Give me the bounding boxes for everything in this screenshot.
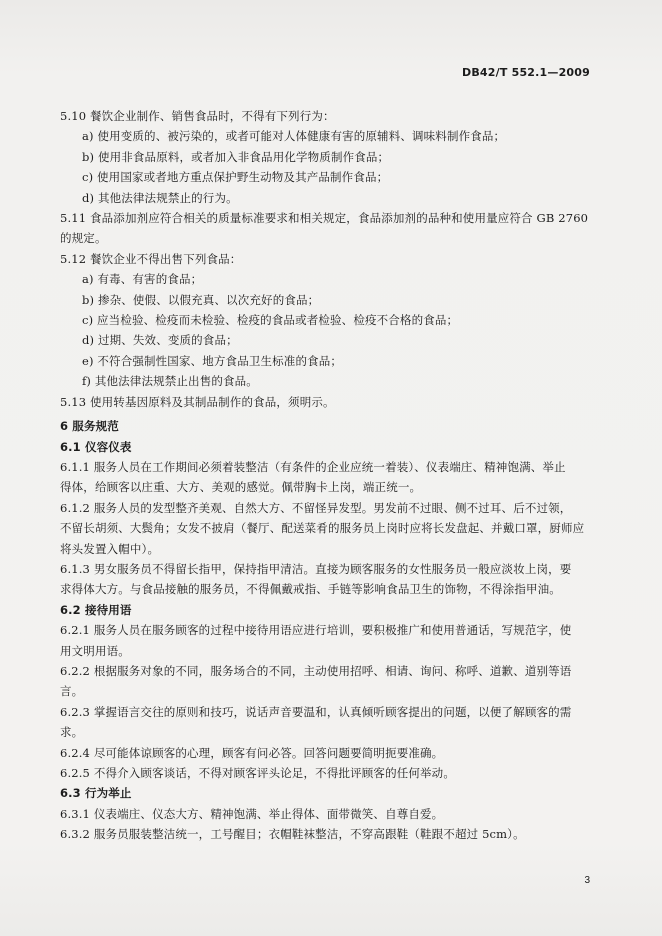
document-code: DB42/T 552.1—2009 — [462, 66, 590, 79]
clause-6-3-1: 6.3.1 仪表端庄、仪态大方、精神饱满、举止得体、面带微笑、自尊自爱。 — [60, 806, 444, 821]
clause-6-1-2-cont: 不留长胡须、大鬓角；女发不披肩（餐厅、配送菜肴的服务员上岗时应将长发盘起、并戴口罩，厨师应 — [60, 521, 585, 536]
clause-6-1-2: 6.1.2 服务人员的发型整齐美观、自然大方、不留怪异发型。男发前不过眼、侧不过耳、后不过领， — [60, 500, 572, 515]
page-number: 3 — [584, 875, 590, 886]
list-item-c: c) 使用国家或者地方重点保护野生动物及其产品制作食品； — [82, 170, 389, 185]
clause-6-2-5: 6.2.5 不得介入顾客谈话，不得对顾客评头论足，不得批评顾客的任何举动。 — [60, 766, 455, 780]
clause-6-1-2-cont: 将头发置入帽中）。 — [60, 541, 160, 556]
clause-6-2-2-cont: 言。 — [60, 684, 84, 699]
clause-5-13: 5.13 使用转基因原料及其制品制作的食品，须明示。 — [60, 394, 335, 409]
clause-6-2-2: 6.2.2 根据服务对象的不同，服务场合的不同，主动使用招呼、相请、询问、称呼、道歉、道别等语 — [60, 663, 572, 678]
section-heading: 6 服务规范 — [60, 419, 119, 434]
body-text — [60, 106, 598, 845]
list-item-c: c) 应当检验、检疫而未检验、检疫的食品或者检验、检疫不合格的食品； — [82, 313, 459, 328]
clause-5-12: 5.12 餐饮企业不得出售下列食品： — [60, 251, 242, 266]
list-item-a: a) 有毒、有害的食品； — [82, 272, 203, 287]
list-item-d: d) 过期、失效、变质的食品； — [82, 333, 238, 348]
clause-5-10: 5.10 餐饮企业制作、销售食品时，不得有下列行为： — [60, 109, 335, 123]
clause-6-1-1-cont: 得体，给顾客以庄重、大方、美观的感觉。佩带胸卡上岗，端正统一。 — [60, 480, 422, 495]
clause-6-2-1: 6.2.1 服务人员在服务顾客的过程中接待用语应进行培训，要积极推广和使用普通话，写规范字，使 — [60, 623, 572, 638]
clause-6-2-1-cont: 用文明用语。 — [60, 643, 130, 658]
list-item-a: a) 使用变质的、被污染的，或者可能对人体健康有害的原辅料、调味料制作食品； — [82, 129, 506, 144]
subsection-heading: 6.1 仪容仪表 — [60, 439, 132, 454]
clause-6-1-3: 6.1.3 男女服务员不得留长指甲，保持指甲清洁。直接为顾客服务的女性服务员一般应淡妆上岗，要 — [60, 561, 572, 576]
clause-5-11-cont: 的规定。 — [60, 231, 107, 246]
clause-6-3-2: 6.3.2 服务员服装整洁统一，工号醒目；衣帽鞋袜整洁，不穿高跟鞋（鞋跟不超过 5cm）。 — [60, 827, 525, 842]
clause-6-2-4: 6.2.4 尽可能体谅顾客的心理，顾客有问必答。回答问题要简明扼要准确。 — [60, 745, 444, 760]
clause-6-2-3: 6.2.3 掌握语言交往的原则和技巧，说话声音要温和，认真倾听顾客提出的问题，以便了解顾客的需 — [60, 704, 572, 719]
list-item-f: f) 其他法律法规禁止出售的食品。 — [82, 374, 258, 389]
subsection-heading: 6.2 接待用语 — [60, 602, 132, 617]
clause-5-11: 5.11 食品添加剂应符合相关的质量标准要求和相关规定，食品添加剂的品种和使用量应符合 GB 2760 — [60, 211, 589, 226]
list-item-e: e) 不符合强制性国家、地方食品卫生标准的食品； — [82, 353, 343, 368]
clause-6-1-3-cont: 求得体大方。与食品接触的服务员，不得佩戴戒指、手链等影响食品卫生的饰物，不得涂指甲油。 — [60, 582, 561, 597]
list-item-b: b) 掺杂、使假、以假充真、以次充好的食品； — [82, 292, 320, 307]
list-item-d: d) 其他法律法规禁止的行为。 — [82, 190, 238, 205]
list-item-b: b) 使用非食品原料，或者加入非食品用化学物质制作食品； — [82, 149, 390, 164]
clause-6-2-3-cont: 求。 — [60, 725, 84, 740]
clause-6-1-1: 6.1.1 服务人员在工作期间必须着装整洁（有条件的企业应统一着装）、仪表端庄、精神饱满、举止 — [60, 459, 566, 474]
subsection-heading: 6.3 行为举止 — [60, 786, 132, 801]
